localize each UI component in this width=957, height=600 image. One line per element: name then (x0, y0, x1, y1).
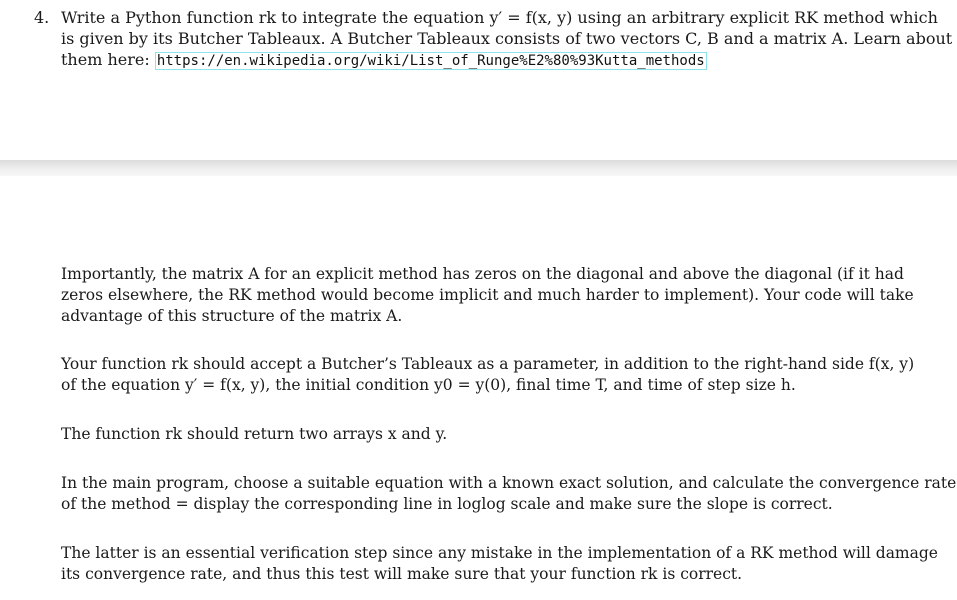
paragraph-line: its convergence rate, and thus this test will make sure that your function rk is correct. (61, 565, 743, 583)
paragraph-line: advantage of this structure of the matrix A. (61, 307, 403, 325)
page-divider (0, 160, 957, 176)
question-line-3-prefix: them here: (61, 50, 155, 69)
paragraph-line: In the main program, choose a suitable equation with a known exact solution, and calculate the convergence rate (61, 474, 957, 492)
paragraph-main-program (61, 473, 957, 515)
paragraph-verification (61, 543, 938, 585)
paragraph-line: Your function rk should accept a Butcher’s Tableaux as a parameter, in addition to the right-hand side f(x, y) (61, 355, 915, 373)
wikipedia-link[interactable]: https://en.wikipedia.org/wiki/List_of_Runge%E2%80%93Kutta_methods (156, 53, 705, 69)
question-line-2: is given by its Butcher Tableaux. A Butcher Tableaux consists of two vectors C, B and a matrix A. Learn about (61, 29, 953, 48)
question-number: 4. (34, 8, 50, 27)
paragraph-function-params (61, 354, 914, 396)
paragraph-line: Importantly, the matrix A for an explicit method has zeros on the diagonal and above the diagonal (if it had (61, 265, 904, 283)
question-section (0, 0, 957, 160)
paragraph-line: of the equation y′ = f(x, y), the initial condition y0 = y(0), final time T, and time of step size h. (61, 376, 796, 394)
paragraph-line: of the method = display the corresponding line in loglog scale and make sure the slope is correct. (61, 495, 833, 513)
paragraph-line: The latter is an essential verification step since any mistake in the implementation of a RK method will damage (61, 544, 938, 562)
paragraph-explicit-matrix (61, 264, 914, 327)
question-line-3 (61, 49, 921, 72)
paragraph-line: The function rk should return two arrays x and y. (61, 425, 448, 443)
question-text (61, 7, 953, 72)
continuation-section (0, 176, 957, 600)
question-line-1: Write a Python function rk to integrate the equation y′ = f(x, y) using an arbitrary explicit RK method which (61, 8, 938, 27)
paragraph-line: zeros elsewhere, the RK method would become implicit and much harder to implement). Your code will take (61, 286, 914, 304)
paragraph-return-values (61, 424, 914, 445)
